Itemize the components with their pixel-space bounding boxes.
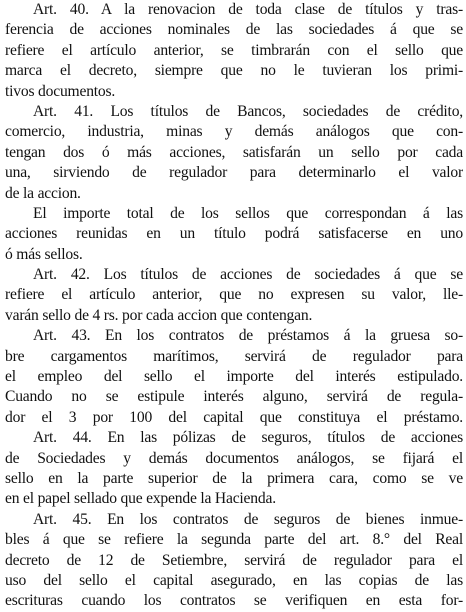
text-line: bles á que se refiere la segunda parte del art. 8.° del Real <box>5 531 463 549</box>
text-line: Art. 41. Los títulos de Bancos, sociedades de crédito, <box>33 102 463 120</box>
text-line: bre cargamentos marítimos, servirá de regulador para <box>5 347 463 365</box>
text-line: el empleo del sello el importe del interés estipulado. <box>5 368 463 386</box>
text-line: en el papel sellado que expende la Hacienda. <box>5 490 276 508</box>
text-line: Art. 43. En los contratos de préstamos á la gruesa so- <box>33 327 463 345</box>
text-line: Cuando no se estipule interés alguno, servirá de regula- <box>5 388 463 406</box>
text-line: sello en la parte superior de la primera cara, como se ve <box>5 469 463 487</box>
text-line: varán sello de 4 rs. por cada accion que contengan. <box>5 306 313 324</box>
text-line: tengan dos ó más acciones, satisfarán un sello por cada <box>5 143 463 161</box>
text-line: El importe total de los sellos que correspondan á las <box>33 204 463 222</box>
text-line: comercio, industria, minas y demás análogos que con- <box>5 123 463 141</box>
text-line: dor el 3 por 100 del capital que constituya el préstamo. <box>5 408 463 426</box>
text-line: refiere el artículo anterior, se timbrarán con el sello que <box>5 41 463 59</box>
text-line: Art. 45. En los contratos de seguros de bienes inmue- <box>33 510 463 528</box>
text-line: Art. 40. A la renovacion de toda clase de títulos y tras- <box>33 1 463 18</box>
text-line: escrituras cuando los contratos se verifiquen en esta for- <box>5 592 463 610</box>
text-line: de la accion. <box>5 184 81 202</box>
text-line: Art. 44. En las pólizas de seguros, títulos de acciones <box>33 429 463 447</box>
text-line: decreto de 12 de Setiembre, servirá de regulador para el <box>5 551 463 569</box>
text-line: una, sirviendo de regulador para determinarlo el valor <box>5 164 463 182</box>
text-line: acciones reunidas en un título podrá satisfacerse en uno <box>5 225 463 243</box>
text-line: tivos documentos. <box>5 82 116 100</box>
text-line: ferencia de acciones nominales de las sociedades á que se <box>5 21 463 39</box>
text-line: marca el decreto, siempre que no le tuvieran los primi- <box>5 62 463 80</box>
text-body <box>5 0 463 612</box>
text-line: ó más sellos. <box>5 245 83 263</box>
text-line: de Sociedades y demás documentos análogos, se fijará el <box>5 449 463 467</box>
text-line: uso del sello el capital asegurado, en las copias de las <box>5 571 463 589</box>
text-line: refiere el artículo anterior, que no expresen su valor, lle- <box>5 286 463 304</box>
text-line: Art. 42. Los títulos de acciones de sociedades á que se <box>33 266 463 284</box>
